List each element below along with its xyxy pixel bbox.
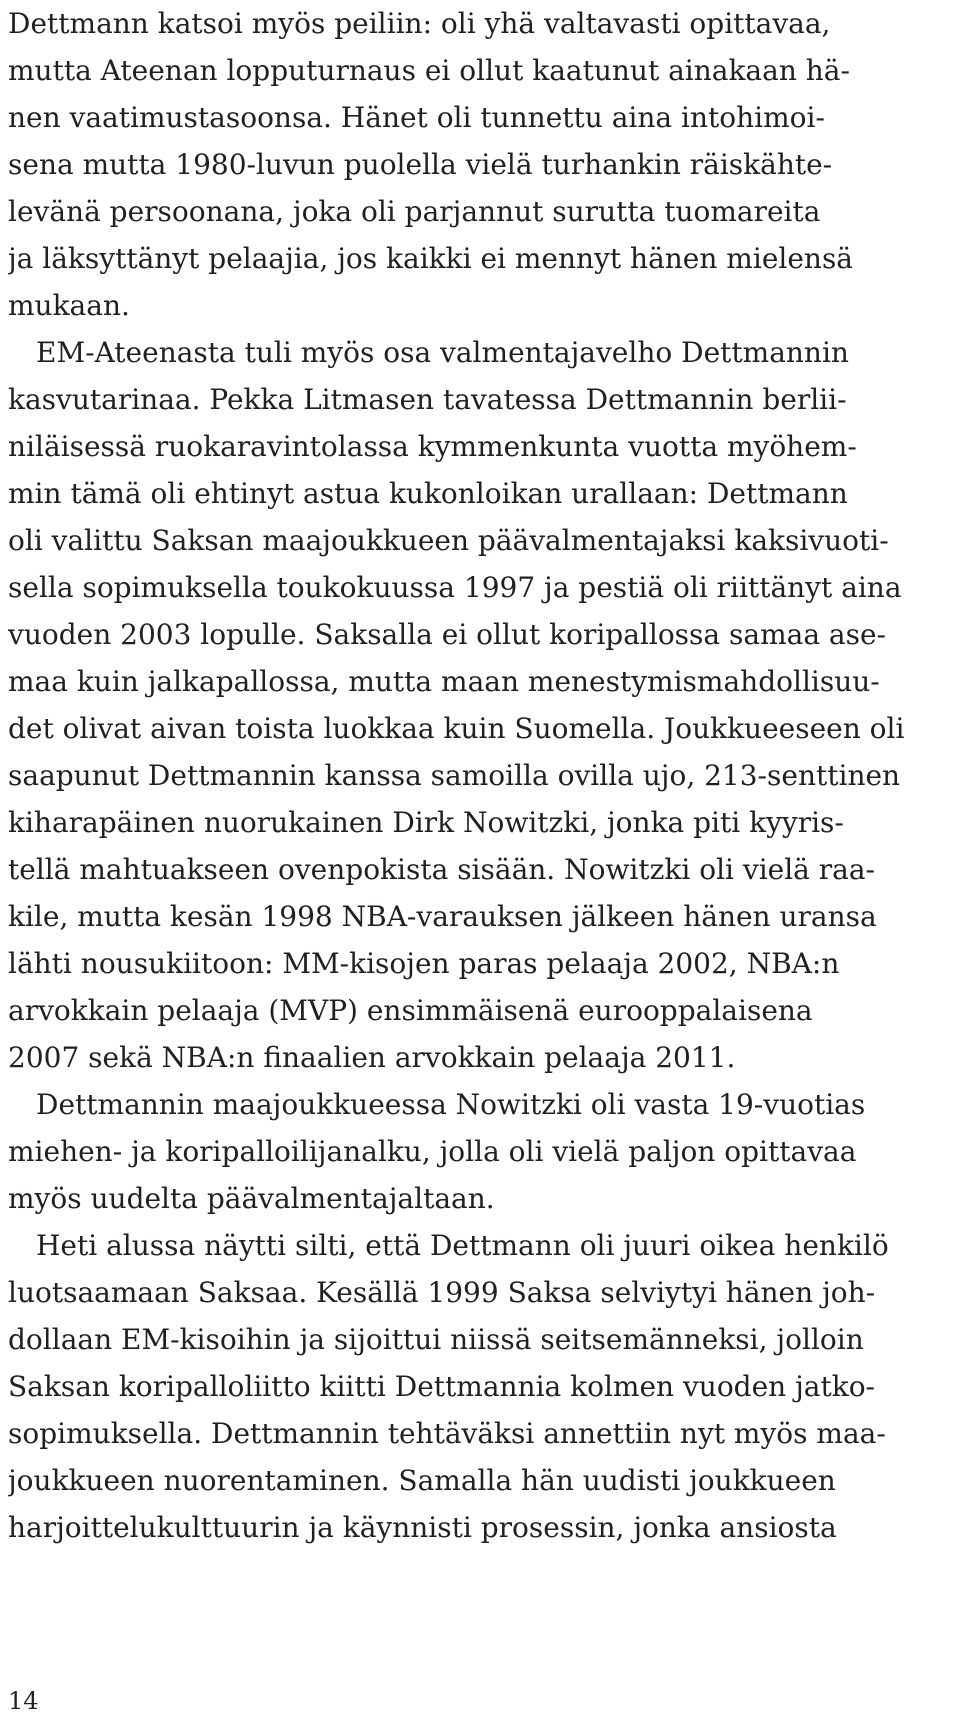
text-line: kasvutarinaa. Pekka Litmasen tavatessa Dettmannin berlii- <box>8 383 847 416</box>
text-line: joukkueen nuorentaminen. Samalla hän uudisti joukkueen <box>8 1464 836 1497</box>
text-line: sopimuksella. Dettmannin tehtäväksi annettiin nyt myös maa- <box>8 1417 886 1450</box>
text-line: luotsaamaan Saksaa. Kesällä 1999 Saksa selviytyi hänen joh- <box>8 1276 876 1309</box>
text-line: maa kuin jalkapallossa, mutta maan menestymismahdollisuu- <box>8 665 880 698</box>
text-line: ja läksyttänyt pelaajia, jos kaikki ei mennyt hänen mielensä <box>8 242 854 275</box>
page-number: 14 <box>8 1687 39 1715</box>
text-line: arvokkain pelaaja (MVP) ensimmäisenä eurooppalaisena <box>8 994 813 1027</box>
text-line: EM-Ateenasta tuli myös osa valmentajavelho Dettmannin <box>36 336 849 369</box>
text-line: miehen- ja koripalloilijanalku, jolla oli vielä paljon opittavaa <box>8 1135 857 1168</box>
text-line: niläisessä ruokaravintolassa kymmenkunta vuotta myöhem- <box>8 430 857 463</box>
text-line: Dettmann katsoi myös peiliin: oli yhä valtavasti opittavaa, <box>8 7 831 40</box>
text-line: oli valittu Saksan maajoukkueen päävalmentajaksi kaksivuoti- <box>8 524 889 557</box>
text-line: lähti nousukiitoon: MM-kisojen paras pelaaja 2002, NBA:n <box>8 947 840 980</box>
text-line: harjoittelukulttuurin ja käynnisti prosessin, jonka ansiosta <box>8 1511 837 1544</box>
text-line: tellä mahtuakseen ovenpokista sisään. Nowitzki oli vielä raa- <box>8 853 876 886</box>
text-line: mutta Ateenan lopputurnaus ei ollut kaatunut ainakaan hä- <box>8 54 850 87</box>
text-line: Saksan koripalloliitto kiitti Dettmannia kolmen vuoden jatko- <box>8 1370 876 1403</box>
text-line: saapunut Dettmannin kanssa samoilla ovilla ujo, 213-senttinen <box>8 759 901 792</box>
text-line: sena mutta 1980-luvun puolella vielä turhankin räiskähte- <box>8 148 833 181</box>
text-line: mukaan. <box>8 289 130 322</box>
text-line: det olivat aivan toista luokkaa kuin Suomella. Joukkueeseen oli <box>8 712 905 745</box>
text-line: vuoden 2003 lopulle. Saksalla ei ollut koripallossa samaa ase- <box>8 618 887 651</box>
text-line: dollaan EM-kisoihin ja sijoittui niissä seitsemänneksi, jolloin <box>8 1323 864 1356</box>
text-line: sella sopimuksella toukokuussa 1997 ja pestiä oli riittänyt aina <box>8 571 902 604</box>
text-line: min tämä oli ehtinyt astua kukonloikan urallaan: Dettmann <box>8 477 848 510</box>
text-line: kile, mutta kesän 1998 NBA-varauksen jälkeen hänen uransa <box>8 900 877 933</box>
text-line: myös uudelta päävalmentajaltaan. <box>8 1182 495 1215</box>
text-line: Heti alussa näytti silti, että Dettmann oli juuri oikea henkilö <box>36 1229 889 1262</box>
text-line: 2007 sekä NBA:n finaalien arvokkain pelaaja 2011. <box>8 1041 736 1074</box>
text-line: levänä persoonana, joka oli parjannut surutta tuomareita <box>8 195 821 228</box>
text-line: kiharapäinen nuorukainen Dirk Nowitzki, jonka piti kyyris- <box>8 806 844 839</box>
text-line: nen vaatimustasoonsa. Hänet oli tunnettu aina intohimoi- <box>8 101 825 134</box>
text-line: Dettmannin maajoukkueessa Nowitzki oli vasta 19-vuotias <box>36 1088 866 1121</box>
